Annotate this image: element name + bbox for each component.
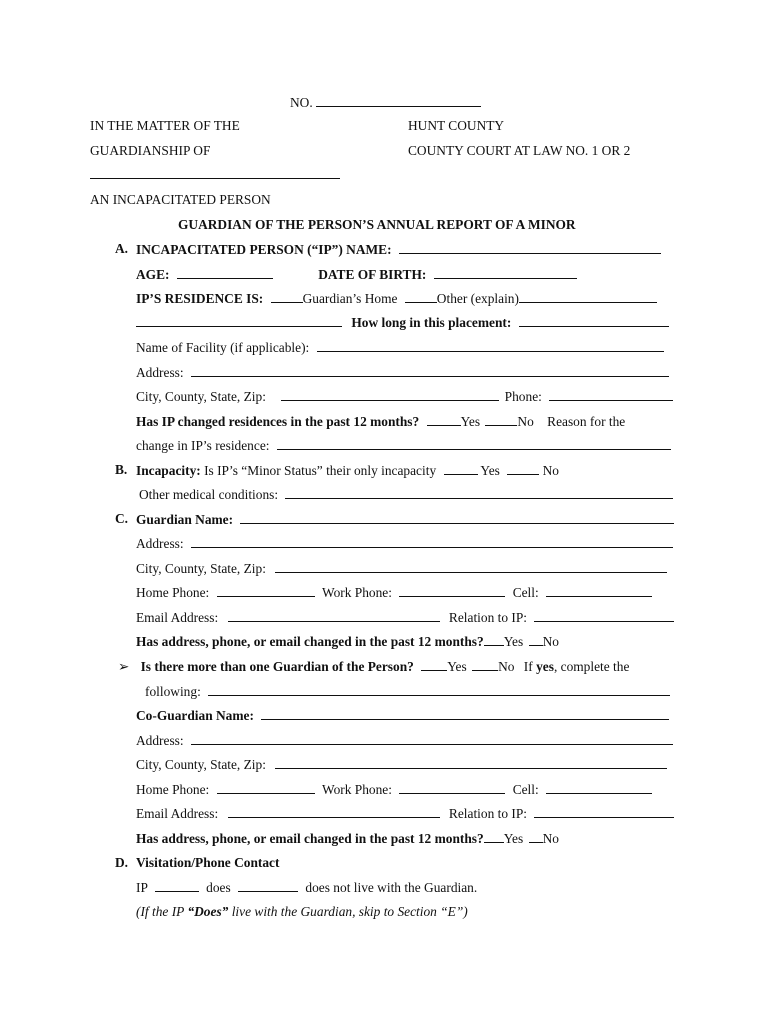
county-label: HUNT COUNTY — [408, 118, 505, 133]
guardian-changed-question: Has address, phone, or email changed in the past 12 months? — [136, 634, 484, 649]
multiple-guardian-no-field[interactable] — [472, 658, 498, 671]
facility-phone-field[interactable] — [549, 388, 673, 401]
lives-with-row — [136, 879, 477, 896]
following-field[interactable] — [208, 683, 670, 696]
dob-field[interactable] — [434, 266, 577, 279]
guardian-name-row — [136, 511, 674, 528]
other-residence-checkbox[interactable] — [405, 290, 437, 303]
co-guardian-changed-no-label: No — [542, 831, 559, 846]
case-number-label: NO. — [290, 95, 313, 110]
co-guardian-cell-field[interactable] — [546, 781, 652, 794]
court-label: COUNTY COURT AT LAW NO. 1 OR 2 — [408, 143, 631, 158]
co-guardian-city-row — [136, 756, 667, 773]
guardian-changed-row — [136, 633, 559, 650]
guardian-cell-label: Cell: — [512, 585, 539, 600]
facility-phone-label: Phone: — [504, 389, 542, 404]
co-guardian-name-field[interactable] — [261, 707, 669, 720]
guardian-relation-label: Relation to IP: — [448, 610, 528, 625]
report-title: GUARDIAN OF THE PERSON’S ANNUAL REPORT OF A MINOR — [178, 217, 576, 232]
other-medical-row — [139, 486, 673, 503]
guardian-address-field[interactable] — [191, 535, 673, 548]
co-guardian-city-field[interactable] — [275, 756, 667, 769]
changed-residence-no-label: No — [517, 414, 534, 429]
facility-city-label: City, County, State, Zip: — [136, 389, 266, 404]
change-reason-row — [136, 437, 671, 454]
co-guardian-relation-label: Relation to IP: — [448, 806, 528, 821]
multiple-guardian-yes-label: Yes — [447, 659, 467, 674]
other-medical-field[interactable] — [285, 486, 673, 499]
co-guardian-phones-row — [136, 781, 652, 798]
co-guardian-changed-question: Has address, phone, or email changed in the past 12 months? — [136, 831, 484, 846]
guardian-home-phone-field[interactable] — [217, 584, 315, 597]
ip-name-row — [136, 241, 661, 258]
dob-label: DATE OF BIRTH: — [318, 267, 427, 282]
following-row — [145, 683, 670, 700]
co-guardian-address-field[interactable] — [191, 732, 673, 745]
placement-row — [136, 314, 669, 331]
residence-explain-field[interactable] — [136, 314, 342, 327]
residence-row — [136, 290, 657, 307]
incapacity-no-field[interactable] — [507, 462, 539, 475]
does-field[interactable] — [155, 879, 199, 892]
case-number-row — [290, 94, 481, 111]
guardian-email-row — [136, 609, 674, 626]
co-guardian-address-label: Address: — [136, 733, 184, 748]
co-guardian-changed-yes-label: Yes — [503, 831, 524, 846]
section-b-letter: B. — [115, 462, 128, 477]
guardian-address-row — [136, 535, 673, 552]
guardian-cell-field[interactable] — [546, 584, 652, 597]
guardian-city-row — [136, 560, 667, 577]
skip-note-pre: (If the IP — [136, 904, 188, 919]
guardian-name-field[interactable] — [240, 511, 674, 524]
matter-line-2: GUARDIANSHIP OF — [90, 143, 211, 158]
other-medical-label: Other medical conditions: — [139, 487, 279, 502]
ip-label: IP — [136, 880, 148, 895]
section-c-letter: C. — [115, 511, 129, 526]
co-guardian-changed-yes-field[interactable] — [484, 830, 504, 843]
does-label: does — [206, 880, 231, 895]
co-guardian-email-label: Email Address: — [136, 806, 219, 821]
co-guardian-changed-no-field[interactable] — [529, 830, 543, 843]
incapacity-question: Is IP’s “Minor Status” their only incapacity — [204, 463, 437, 478]
ip-name-label: INCAPACITATED PERSON (“IP”) NAME: — [136, 242, 392, 257]
change-reason-label: change in IP’s residence: — [136, 438, 270, 453]
skip-note-post: live with the Guardian, skip to Section “E”) — [228, 904, 468, 919]
skip-note-bold: “Does” — [187, 904, 229, 919]
co-guardian-name-row — [136, 707, 669, 724]
age-label: AGE: — [136, 267, 170, 282]
other-explain-field[interactable] — [519, 290, 657, 303]
guardian-city-label: City, County, State, Zip: — [136, 561, 266, 576]
guardians-home-checkbox[interactable] — [271, 290, 303, 303]
multiple-guardian-no-label: No — [498, 659, 515, 674]
guardian-name-label: Guardian Name: — [136, 512, 234, 527]
incapacitated-label: AN INCAPACITATED PERSON — [90, 192, 271, 207]
guardian-phones-row — [136, 584, 652, 601]
facility-address-field[interactable] — [191, 364, 669, 377]
co-guardian-work-phone-field[interactable] — [399, 781, 505, 794]
ward-name-row — [90, 166, 340, 183]
does-not-field[interactable] — [238, 879, 298, 892]
facility-address-label: Address: — [136, 365, 184, 380]
guardian-changed-no-label: No — [542, 634, 559, 649]
how-long-label: How long in this placement: — [351, 315, 512, 330]
co-guardian-address-row — [136, 732, 673, 749]
how-long-field[interactable] — [519, 314, 669, 327]
changed-residence-no-field[interactable] — [485, 413, 517, 426]
guardian-changed-yes-label: Yes — [503, 634, 524, 649]
facility-label: Name of Facility (if applicable): — [136, 340, 310, 355]
changed-residence-yes-label: Yes — [460, 414, 481, 429]
co-guardian-home-phone-field[interactable] — [217, 781, 315, 794]
guardian-changed-no-field[interactable] — [529, 633, 543, 646]
section-a-letter: A. — [115, 241, 129, 256]
yes-bold-label: yes — [536, 659, 554, 674]
guardian-address-label: Address: — [136, 536, 184, 551]
co-guardian-home-phone-label: Home Phone: — [136, 782, 210, 797]
age-dob-row — [136, 266, 577, 283]
visitation-title: Visitation/Phone Contact — [136, 855, 280, 870]
ip-name-field[interactable] — [399, 241, 661, 254]
facility-city-field[interactable] — [281, 388, 499, 401]
ward-name-field[interactable] — [90, 166, 340, 179]
facility-address-row — [136, 364, 669, 381]
case-number-field[interactable] — [316, 94, 481, 107]
following-label: following: — [145, 684, 201, 699]
incapacity-label: Incapacity: — [136, 463, 201, 478]
guardian-changed-yes-field[interactable] — [484, 633, 504, 646]
co-guardian-changed-row — [136, 830, 559, 847]
co-guardian-name-label: Co-Guardian Name: — [136, 708, 254, 723]
guardian-work-phone-field[interactable] — [399, 584, 505, 597]
changed-residence-yes-field[interactable] — [427, 413, 461, 426]
age-field[interactable] — [177, 266, 273, 279]
bullet-arrow-icon: ➢ — [118, 659, 130, 674]
co-guardian-email-row — [136, 805, 674, 822]
if-label: If — [523, 659, 533, 674]
co-guardian-relation-field[interactable] — [534, 805, 674, 818]
co-guardian-cell-label: Cell: — [512, 782, 539, 797]
multiple-guardian-row — [118, 658, 629, 675]
guardian-email-label: Email Address: — [136, 610, 219, 625]
other-explain-label: Other (explain) — [436, 291, 519, 306]
co-guardian-email-field[interactable] — [228, 805, 440, 818]
reason-label: Reason for the — [547, 414, 626, 429]
incapacity-no-label: No — [542, 463, 559, 478]
guardians-home-label: Guardian’s Home — [302, 291, 398, 306]
matter-line-1: IN THE MATTER OF THE — [90, 118, 240, 133]
section-d-letter: D. — [115, 855, 129, 870]
facility-row — [136, 339, 664, 356]
guardian-email-field[interactable] — [228, 609, 440, 622]
skip-note — [136, 904, 468, 920]
complete-label: , complete the — [553, 659, 630, 674]
incapacity-row — [136, 462, 559, 479]
does-not-label: does not live with the Guardian. — [305, 880, 478, 895]
facility-city-row — [136, 388, 673, 405]
incapacity-yes-label: Yes — [480, 463, 500, 478]
incapacity-yes-field[interactable] — [444, 462, 478, 475]
change-reason-field[interactable] — [277, 437, 671, 450]
changed-residence-question: Has IP changed residences in the past 12 months? — [136, 414, 420, 429]
residence-label: IP’S RESIDENCE IS: — [136, 291, 264, 306]
multiple-guardian-question: Is there more than one Guardian of the Person? — [140, 659, 414, 674]
changed-residence-row — [136, 413, 625, 430]
multiple-guardian-yes-field[interactable] — [421, 658, 447, 671]
facility-field[interactable] — [317, 339, 664, 352]
co-guardian-work-phone-label: Work Phone: — [322, 782, 392, 797]
guardian-home-phone-label: Home Phone: — [136, 585, 210, 600]
co-guardian-city-label: City, County, State, Zip: — [136, 757, 266, 772]
guardian-relation-field[interactable] — [534, 609, 674, 622]
guardian-work-phone-label: Work Phone: — [322, 585, 392, 600]
guardian-city-field[interactable] — [275, 560, 667, 573]
